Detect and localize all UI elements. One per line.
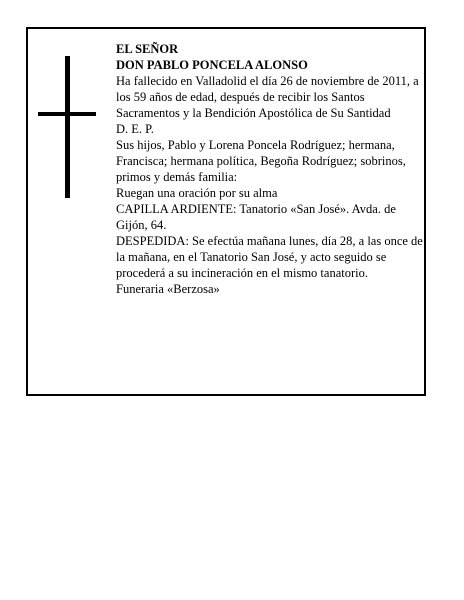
death-announcement: Ha fallecido en Valladolid el día 26 de noviembre de 2011, a los 59 años de edad, después de recibir los Santos Sacramentos y la Bendición Apostólica de Su Santidad	[116, 74, 419, 120]
notice-text	[116, 41, 428, 297]
funeral-home: Funeraria «Berzosa»	[116, 282, 220, 296]
cross-icon	[38, 56, 96, 198]
obituary-notice	[26, 27, 426, 396]
farewell-info: DESPEDIDA: Se efectúa mañana lunes, día 28, a las once de la mañana, en el Tanatorio San José, y acto seguido se procederá a su incineración en el mismo tanatorio.	[116, 234, 423, 280]
chapel-info: CAPILLA ARDIENTE: Tanatorio «San José». Avda. de Gijón, 64.	[116, 202, 396, 232]
deceased-name: DON PABLO PONCELA ALONSO	[116, 58, 308, 72]
family-list: Sus hijos, Pablo y Lorena Poncela Rodríguez; hermana, Francisca; hermana política, Begoña Rodríguez; sobrinos, primos y demás familia:	[116, 138, 406, 184]
cross-horizontal-bar	[38, 112, 96, 116]
cross-vertical-bar	[65, 56, 70, 198]
prayer-request: Ruegan una oración por su alma	[116, 186, 278, 200]
notice-title: EL SEÑOR	[116, 42, 179, 56]
rip-line: D. E. P.	[116, 122, 154, 136]
